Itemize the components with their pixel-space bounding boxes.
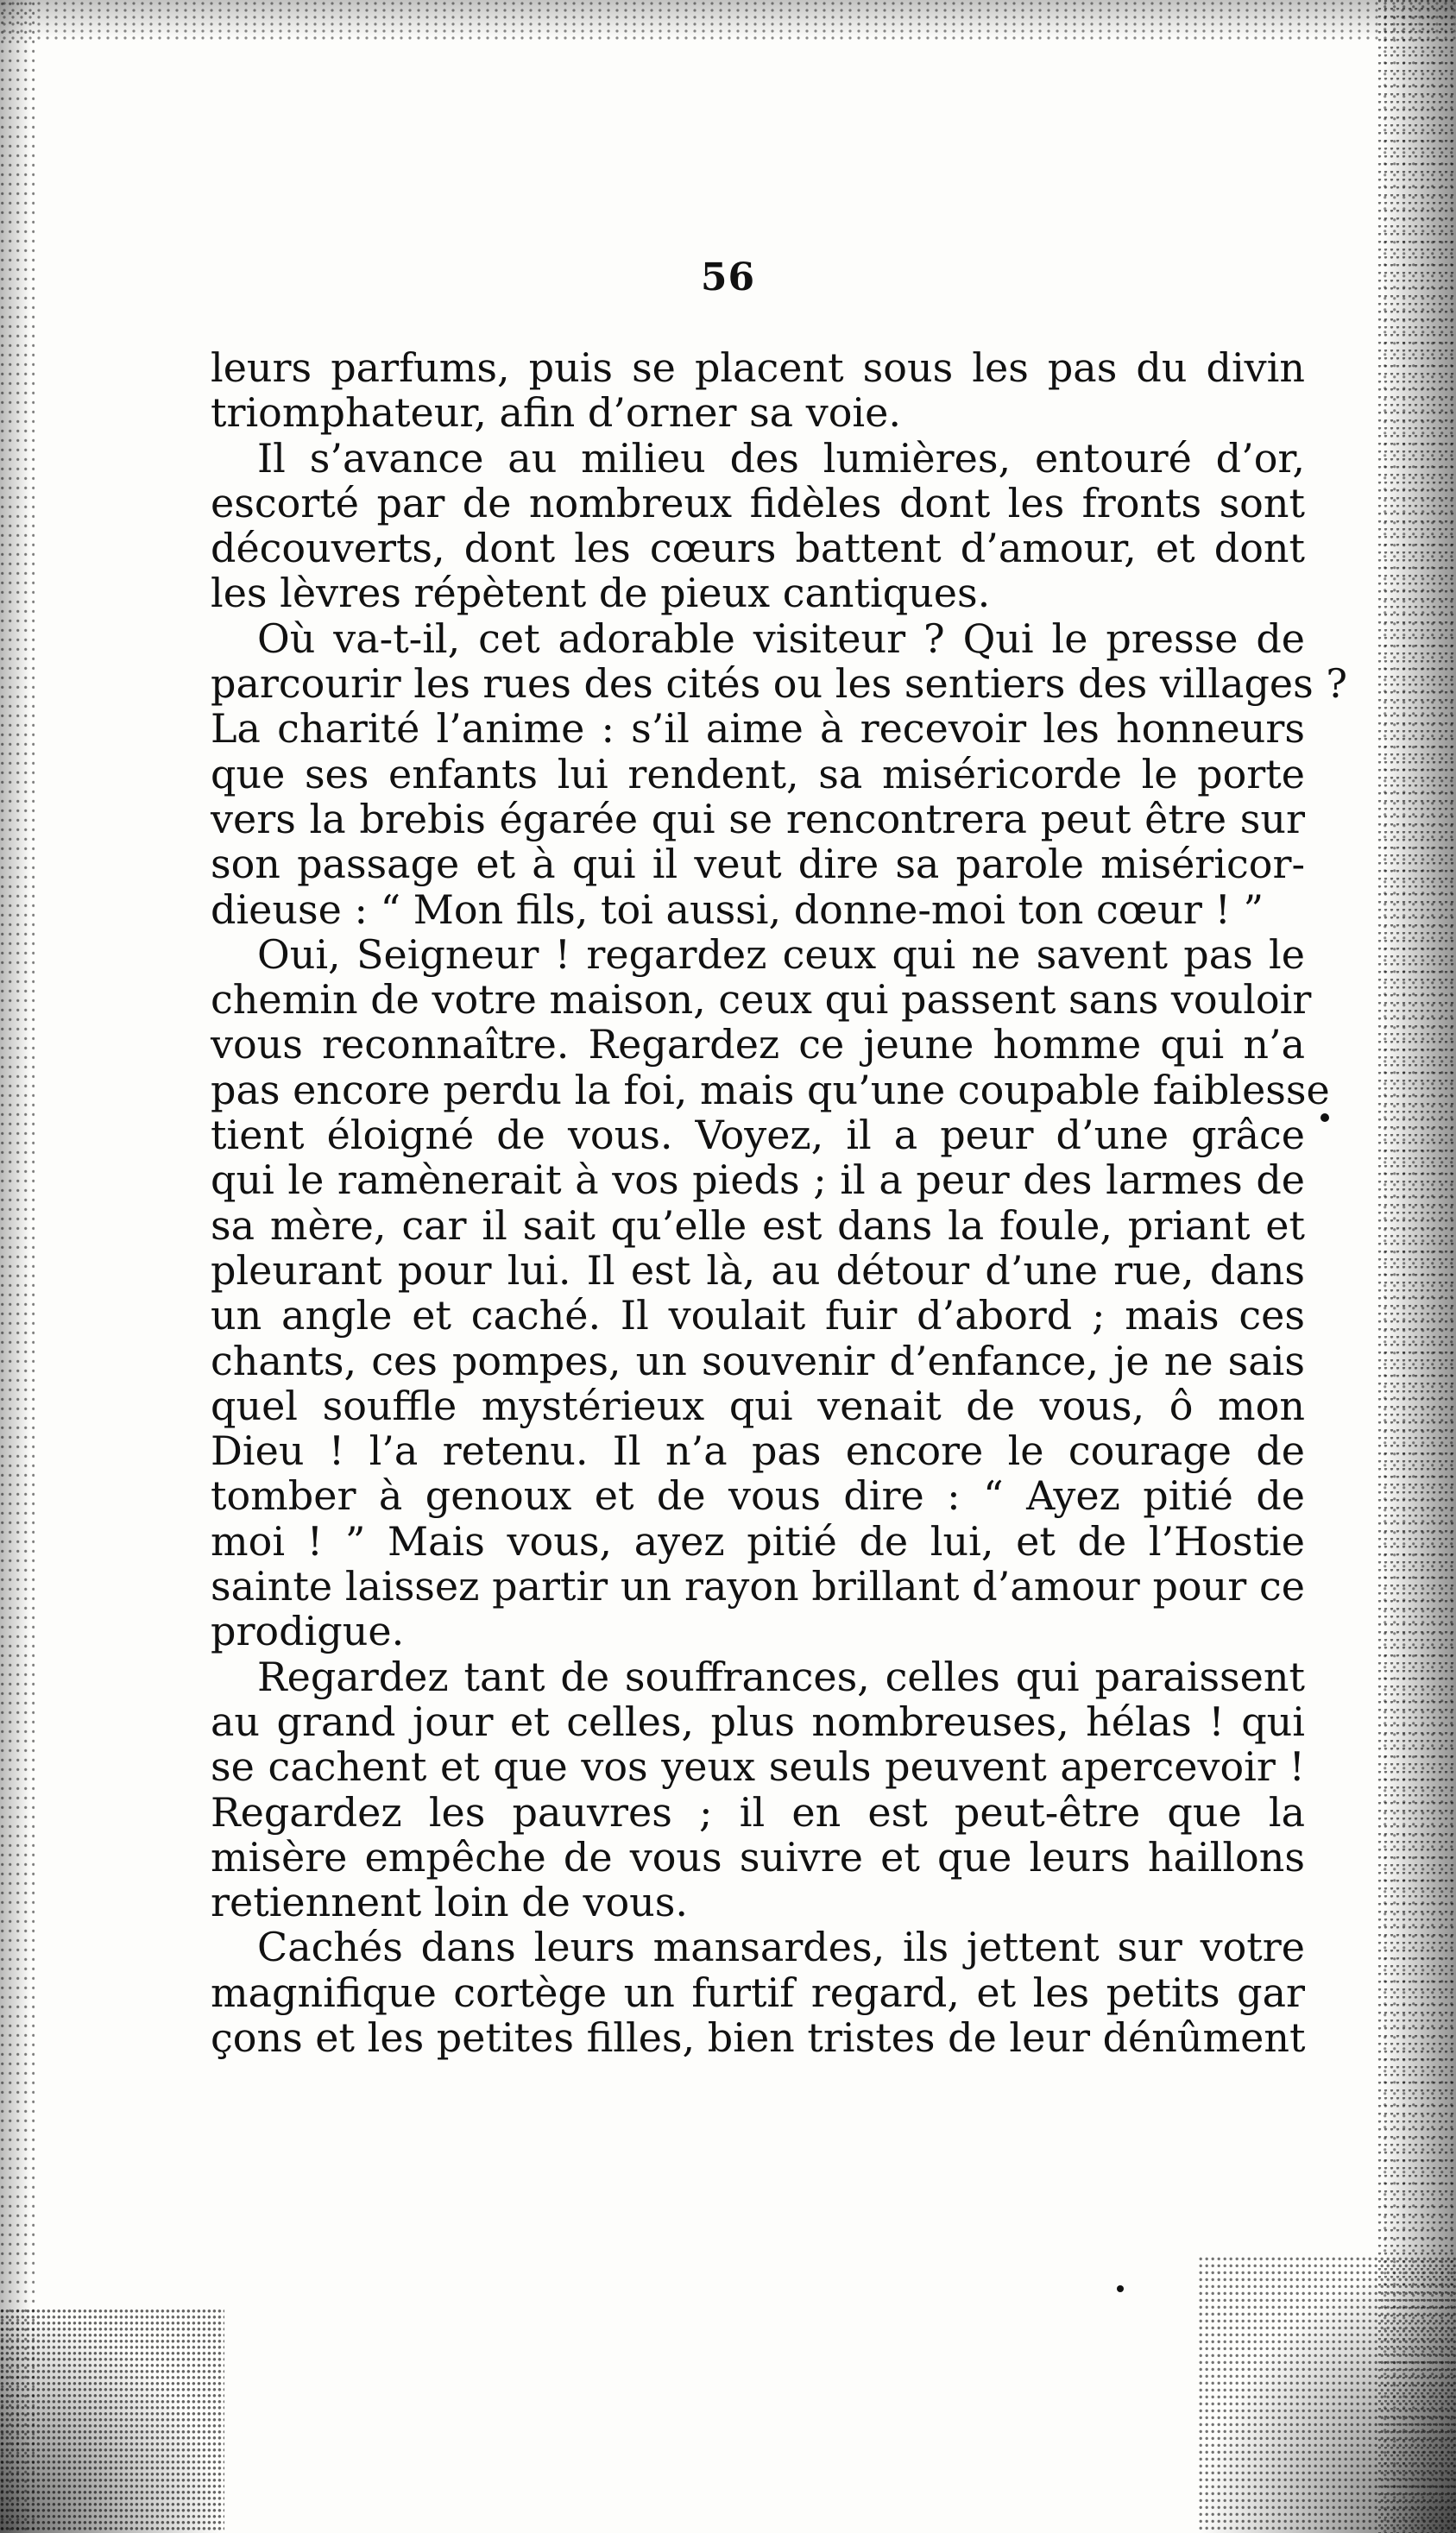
paragraph [211, 436, 1305, 616]
text-line: magnifique cortège un furtif regard, et les petits gar [211, 1969, 1305, 2016]
text-line: dieuse : “ Mon fils, toi aussi, donne-moi ton cœur ! ” [211, 885, 1264, 933]
text-line: Regardez tant de souffrances, celles qui paraissent [257, 1653, 1305, 1700]
text-line: Dieu ! l’a retenu. Il n’a pas encore le courage de [211, 1427, 1305, 1475]
text-line: qui le ramènerait à vos pieds ; il a peur des larmes de [211, 1156, 1305, 1204]
text-line: La charité l’anime : s’il aime à recevoir les honneurs [211, 705, 1305, 753]
body-text [211, 344, 1347, 2061]
scan-edge-left [0, 0, 35, 2533]
text-line: retiennent loin de vous. [211, 1879, 689, 1926]
text-line: triomphateur, afin d’orner sa voie. [211, 389, 901, 437]
scan-edge-top [0, 0, 1456, 43]
stray-ink-mark [1117, 2285, 1124, 2292]
text-line: moi ! ” Mais vous, ayez pitié de lui, et de l’Hostie [211, 1517, 1305, 1565]
text-line: au grand jour et celles, plus nombreuses, hélas ! qui [211, 1698, 1305, 1745]
text-line: tient éloigné de vous. Voyez, il a peur d’une grâce [211, 1112, 1305, 1159]
text-line: prodigue. [211, 1608, 405, 1655]
text-line: chemin de votre maison, ceux qui passent sans vouloir [211, 976, 1312, 1024]
text-line: pleurant pour lui. Il est là, au détour d’une rue, dans [211, 1246, 1305, 1294]
scan-edge-bottom-left [0, 2309, 224, 2533]
paragraph [211, 1654, 1305, 1925]
text-line: çons et les petites filles, bien tristes de leur dénûment [211, 2013, 1306, 2061]
text-line: Oui, Seigneur ! regardez ceux qui ne savent pas le [257, 930, 1305, 978]
text-line: les lèvres répètent de pieux cantiques. [211, 570, 991, 617]
paragraph [211, 345, 1305, 436]
scan-edge-bottom-right [1197, 2257, 1456, 2533]
text-line: pas encore perdu la foi, mais qu’une coupable faiblesse [211, 1066, 1330, 1113]
text-line: quel souffle mystérieux qui venait de vous, ô mon [211, 1382, 1305, 1429]
text-line: Où va-t-il, cet adorable visiteur ? Qui le presse de [257, 614, 1305, 662]
scan-edge-right [1378, 0, 1456, 2533]
text-line: tomber à genoux et de vous dire : “ Ayez pitié de [211, 1472, 1305, 1520]
text-line: vers la brebis égarée qui se rencontrera peut être sur [211, 795, 1305, 842]
text-line: son passage et à qui il veut dire sa parole miséricor- [211, 841, 1305, 888]
page-number: 56 [700, 255, 756, 299]
text-line: parcourir les rues des cités ou les sentiers des villages ? [211, 660, 1347, 708]
text-line: Regardez les pauvres ; il en est peut-être que la [211, 1788, 1305, 1836]
text-line: se cachent et que vos yeux seuls peuvent apercevoir ! [211, 1743, 1305, 1791]
text-line: leurs parfums, puis se placent sous les pas du divin [211, 344, 1305, 391]
text-line: sainte laissez partir un rayon brillant d’amour pour ce [211, 1563, 1305, 1610]
paragraph [211, 1925, 1305, 2060]
text-line: sa mère, car il sait qu’elle est dans la foule, priant et [211, 1201, 1305, 1249]
text-line: escorté par de nombreux fidèles dont les fronts sont [211, 479, 1305, 526]
text-line: découverts, dont les cœurs battent d’amour, et dont [211, 525, 1305, 572]
text-line: misère empêche de vous suivre et que leurs haillons [211, 1833, 1305, 1881]
text-line: un angle et caché. Il voulait fuir d’abord ; mais ces [211, 1292, 1305, 1339]
text-line: vous reconnaître. Regardez ce jeune homme qui n’a [211, 1021, 1305, 1068]
paragraph [211, 930, 1330, 1655]
text-line: Il s’avance au milieu des lumières, entouré d’or, [257, 434, 1305, 482]
text-line: Cachés dans leurs mansardes, ils jettent sur votre [257, 1924, 1305, 1971]
text-line: chants, ces pompes, un souvenir d’enfance, je ne sais [211, 1337, 1305, 1384]
stray-ink-mark [1320, 1113, 1329, 1122]
paragraph [211, 614, 1347, 933]
text-line: que ses enfants lui rendent, sa miséricorde le porte [211, 750, 1305, 797]
